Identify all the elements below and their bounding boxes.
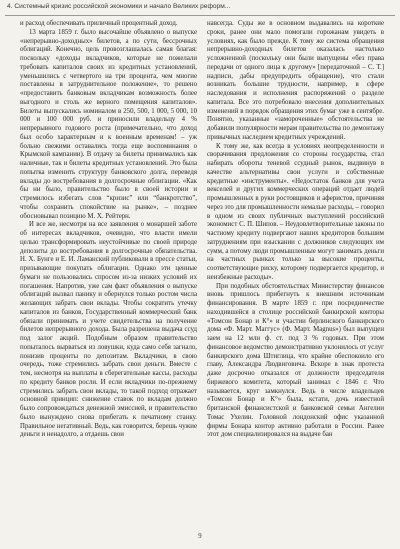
right-column xyxy=(207,20,384,440)
left-paragraph-3: И все же, несмотря на все заявления о монаршей заботе об интересах вкладчиков, очевидно, что власти имели целью трансформировать неустойчивые по своей природе депозиты до востребования в долгосрочные обязательства. Н. Х. Бунге и Е. И. Ламанский публиковали в прессе статьи, призывающие покупать облигации. Однако эти ценные бумаги не пользовались спросом из-за низких условий их погашения. Напротив, уже сам факт объявления о выпуске облигаций вызвал панику и обернулся только ростом числа желающих забрать свои вклады. Чтобы сократить утечку капиталов из банков, Государственный коммерческий банк обязали принимать и учете свидетельства на получение билетов непрерывного дохода. Была разрешена выдача ссуд под залог акций. Подобным образом правительство попыталось вырваться из ловушки, куда само себя загнало, понизив проценты по депозитам. Вкладчики, в свою очередь, тоже стремились забрать свои деньги. Вместе с тем, несмотря на выплаты в сберегательные кассы, расходы по кредиту банков росли. И если вкладчики по-прежнему стремились забрать свои вклады, то такой подход отражает основной принцип: снижение ставок по вкладам должно было сопровождаться денежной эмиссией, и правительство было вынуждено снова прибегать к печатному станку. Правильное негативный. Ведь, как говорится, берешь чужие деньги и ненадолго, а отдаешь свои xyxy=(20,221,197,439)
running-header: 4. Системный кризис российской экономики и начало Великих реформ... xyxy=(7,3,231,10)
header-rule xyxy=(5,15,395,16)
left-paragraph-1: и расход обеспечивать приличный процентный доход. xyxy=(20,20,178,27)
left-column xyxy=(20,20,197,440)
left-paragraph-2: 13 марта 1859 г. было высочайше объявлено о выпуске «непрерывно-доходных» билетов, а по сути, бессрочных облигаций. Конечно, цель провозглашалась самая благая: поскольку «доходы вкладчиков, которые не пожелали требовать капиталов своих из кредитных установлений, уменьшились с четвертого на три процента, чем многие поставлены в затруднительное положение», то решено «предоставить банковым вкладчикам возможность более выгодного и столь же верного помещения капиталов». Билеты выпускались номиналом в 250, 500, 1 000, 5 000, 10 000 и 100 000 руб. и приносили владельцу 4 % непрерывного годового роста (примечательно, что доход был особо характерным и к военным временам! – уж больно свежими оставались тогда еще воспоминания о Крымской кампании). В отдачу за билеты принимались как наличные, так и билеты кредитных установлений. Это была попытка изменить структуру банковского долга, переведя вклады до востребования в долгосрочные облигации. «Как бы ни было, правительство было в своей истории и стремилось избегать слов “кризис” или “банкротство”, чтобы сохранить спокойствие на рынке», – позднее обосновывал позицию М. Х. Рейтерн. xyxy=(20,28,197,220)
right-paragraph-3: При подобных обстоятельствах Министерству финансов вновь пришлось прибегнуть к внешним источникам финансирования. В марте 1859 г. при посредничестве находившейся в столице российской банкирской конторы «Томсон Бонар и К°» и участии берлинского банкирского дома «Ф. Март. Маггус» (Ф. Март. Magnus») был выпущен заем на 12 млн ф. ст. под 3 % годовых. При этом финансовое ведомство демонстративно уклонилось от услуг банкирского дома Штиглица, что крайне обеспокоило его главу, Александра Людвиговича. Вскоре в знак протеста даже досрочно отказался от должности председателя биржевого комитета, который занимал с 1846 г. Что называется, круг замкнулся. Ведь в числе владельцев «Томсон Бонар и К°» была, кстати, дочь известной британской финансистской и банковской семьи Ангелии Томас Ухелин. Головной лондонский офис указанной фирмы Бонара контор активно работали в России. Ранее этот дом специализировался на выдаче бан xyxy=(207,282,384,439)
page-number: 9 xyxy=(198,533,202,540)
right-paragraph-1: навсегда. Суды же в основном выдавались на короткие сроки, ранее они мало помогали горожанам увидеть в условиях, как было прежде. К тому же система обращения непрерывно-доходных билетов оказалась настолько усложненной (поскольку они были выпущены «без права передачи от одного лица к другому» [передаточной – С. Т.] надписи, дабы предупредить обращение), что стали возникать большие трудности, например, в сфере наследования и исполнения распоряжений о разделе капитала. Все это потребовало внесения дополнительных изменений в порядок обращения этих бумаг уже в сентябре. Понятно, указанные «замороченные» обстоятельства не добавили популярности мерам правительства по демонтажу привычных наследием кредитных учреждений. xyxy=(207,20,384,141)
right-paragraph-2: К тому же, как всегда в условиях неопределенности и сворачивания предложения со стороны государства, стал набирать обороты теневой ссудный рынок, выдвинув в качестве альтернативы свои услуги и собственные кредитные «инструменты». «Недостаток банков для учета векселей и других коммерческих операций отдает людей промышленных в руки ростовщиков и аферистов, причиняя через это для промышленности немалые расходы, – говорил в одном из своих публичных выступлений российский экономист С. П. Шипов. – Неудовлетворительные законы по частному кредиту подвергают наших кредиторов большим затруднениям при взыскании с должников следующих им сумм, а потому люди промышленные могут занимать деньги на частных рынках только за высокие проценты, соответствующие риску, которому подвергается кредитор, и неизбежные расходы». xyxy=(207,142,384,281)
